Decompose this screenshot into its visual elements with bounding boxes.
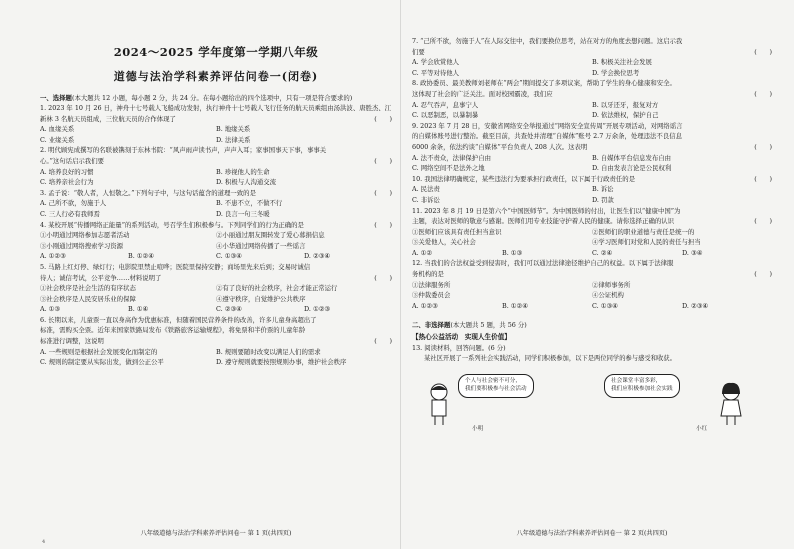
left-bubble-line-2: 我们要积极参与社会活动 xyxy=(465,386,527,393)
choice-item: C. ②③④ xyxy=(216,305,242,314)
left-page xyxy=(40,0,392,549)
right-speech-bubble xyxy=(604,374,680,397)
question-stem-line: 12. 当我们的合法权益受到侵害时，我们可以通过法律途径维护自己的权益。以下属于法律服 xyxy=(412,259,674,268)
question-stem-line: 标准进行调整，这说明 ( ) xyxy=(40,337,392,346)
option-item: A. 培养良好的习惯 xyxy=(40,167,94,176)
q13-stem: 13. 阅读材料，回答问题。(6 分) xyxy=(412,344,506,353)
section-two-heading xyxy=(412,320,772,330)
option-item: B. 以牙还牙，报复对方 xyxy=(592,100,659,109)
exam-year-title: 2024～2025 学年度第一学期八年级 xyxy=(113,45,319,59)
option-row xyxy=(40,347,392,358)
option-item: C. 业缘关系 xyxy=(40,135,75,144)
option-item: ②有了良好的社会秩序，社会才能正常运行 xyxy=(216,284,338,293)
question-stem-line: 10. 我国法律明确规定，某些违法行为要承担行政责任，以下属于行政责任的是 ( ) xyxy=(412,174,772,183)
page-divider xyxy=(400,0,401,549)
option-row xyxy=(412,163,772,174)
option-item: C. 三人行必有我师焉 xyxy=(40,209,100,218)
choice-item: A. ①②③ xyxy=(412,301,438,310)
section-one-heading xyxy=(40,93,392,103)
topic-heading: 【热心公益活动 实现人生价值】 xyxy=(412,333,511,342)
option-item: ③小刚通过网络搜索学习资源 xyxy=(40,241,124,250)
choice-row xyxy=(412,301,772,312)
option-item: D. 学会换位思考 xyxy=(592,68,640,77)
option-row xyxy=(40,209,392,220)
option-row xyxy=(40,124,392,135)
option-row xyxy=(412,184,772,195)
question-stem-line: 1. 2023 年 10 月 26 日，神舟十七号载人飞船成功发射，执行神舟十七号载人飞行任务的航天员乘组由汤洪波、唐胜杰、江新林 3 名航天员组成，三位航天员的合作体现了 ( ) xyxy=(40,104,392,123)
answer-paren: ( ) xyxy=(754,217,772,226)
question-stem-line: 主题，表达对医师的敬意与感谢。医师们用专业技能守护着人民的健康。请你选择正确的认识 ( ) xyxy=(412,217,772,226)
right-bubble-line-1: 社会课堂丰富多彩， xyxy=(611,378,662,385)
question-right_questions-1 xyxy=(412,78,772,120)
option-item: ①小明通过网络参加志愿者活动 xyxy=(40,231,130,240)
answer-paren: ( ) xyxy=(374,220,392,229)
option-row xyxy=(40,230,392,241)
choice-item: D. ②③④ xyxy=(682,301,709,310)
choice-item: D. ③④ xyxy=(682,248,703,257)
option-item: B. 不患不立，不做不行 xyxy=(216,199,283,208)
option-item: A. 学会欣赏他人 xyxy=(412,58,460,67)
choice-item: C. ①③④ xyxy=(592,301,618,310)
option-item: A. 一些规则是根据社会发展变化而制定的 xyxy=(40,347,158,356)
option-row xyxy=(412,68,772,79)
choice-item: A. ①③ xyxy=(40,305,61,314)
left-question-list xyxy=(40,103,392,368)
option-item: B. 自媒体平台信息发布自由 xyxy=(592,153,672,162)
answer-paren: ( ) xyxy=(374,114,392,123)
answer-paren: ( ) xyxy=(754,47,772,56)
left-bubble-line-1: 个人与社会密不可分， xyxy=(465,378,521,385)
answer-paren: ( ) xyxy=(754,270,772,279)
option-row xyxy=(40,167,392,178)
option-item: B. 诉讼 xyxy=(592,185,614,194)
option-row xyxy=(40,357,392,368)
option-item: ③仲裁委员会 xyxy=(412,291,451,300)
answer-paren: ( ) xyxy=(374,188,392,197)
option-item: D. 遵守规则就要按照规则办事，维护社会秩序 xyxy=(216,358,347,367)
choice-item: B. ①②④ xyxy=(502,301,528,310)
choice-item: B. ①④ xyxy=(128,305,149,314)
option-row xyxy=(412,290,772,301)
left-speech-bubble xyxy=(458,374,534,397)
option-row xyxy=(40,177,392,188)
option-item: C. 非诉讼 xyxy=(412,195,440,204)
question-stem-line: 7. “己所不欲，勿施于人”在人际交往中，我们要换位思考，站在对方的角度去想问题。这启示我 xyxy=(412,37,683,45)
question-stem-line: 5. 马路上红灯停、绿灯行；电影院里禁止喧哗；医院里保持安静；商场里先来后到；交易时诚信 xyxy=(40,262,311,271)
option-item: C. 网络空间不是法外之地 xyxy=(412,164,485,173)
option-item: B. 积极关注社会发展 xyxy=(592,58,652,67)
option-item: ④学习医师们对党和人民的责任与担当 xyxy=(592,238,701,247)
choice-item: B. ①③ xyxy=(502,248,523,257)
option-row xyxy=(412,57,772,68)
option-row xyxy=(412,237,772,248)
answer-paren: ( ) xyxy=(374,273,392,282)
option-item: ①医师们应该具有责任担当意识 xyxy=(412,227,502,236)
option-item: ④小华通过网络传播了一些谣言 xyxy=(216,241,306,250)
option-item: A. 法不责众，法律保护自由 xyxy=(412,153,491,162)
question-left_questions-1 xyxy=(40,145,392,187)
option-row xyxy=(412,100,772,111)
answer-paren: ( ) xyxy=(374,337,392,346)
option-item: C. 培养亲社会行为 xyxy=(40,178,94,187)
option-item: A. 忍气吞声，息事宁人 xyxy=(412,100,479,109)
option-item: D. 自由发表言论是公民权利 xyxy=(592,164,672,173)
question-left_questions-2 xyxy=(40,188,392,220)
question-stem-line: 9. 2023 年 7 月 28 日，安徽省网络安全举报通过“网络安全宣传周”开展专项活动，对网络谣言 xyxy=(412,121,683,130)
option-item: D. 法律关系 xyxy=(216,135,251,144)
question-left_questions-0 xyxy=(40,103,392,145)
option-item: C. 以恶制恶，以暴制暴 xyxy=(412,111,479,120)
question-stem-line: 们要 ( ) xyxy=(412,47,772,56)
question-right_questions-2 xyxy=(412,121,772,174)
option-row xyxy=(412,110,772,121)
right-question-list xyxy=(412,36,772,311)
section-one-note: (本大题共 12 小题，每小题 2 分，共 24 分。在每小题给出的四个选项中，只有一项是符合要求的) xyxy=(71,94,353,102)
choice-item: C. ①③④ xyxy=(216,252,242,261)
option-item: C. 平等对待他人 xyxy=(412,68,460,77)
option-item: B. 珍视他人的生命 xyxy=(216,167,270,176)
option-item: C. 规则的制定要从实际出发，做到公正公平 xyxy=(40,358,164,367)
question-stem-line: 这体现了社会的广泛关注。面对校园霸凌，我们应 ( ) xyxy=(412,89,772,98)
question-stem-line: 6000 余条，依法约谈“自媒体”平台负责人 208 人次。这表明 ( ) xyxy=(412,142,772,151)
exam-main-title: 道德与法治学科素养评估问卷一(闭卷) xyxy=(113,70,319,83)
option-item: A. 己所不欲，勿施于人 xyxy=(40,199,107,208)
left-page-footer: 八年级道德与法治学科素养评估问卷一 第 1 页(共四页) xyxy=(140,530,292,537)
question-right_questions-5 xyxy=(412,258,772,311)
answer-paren: ( ) xyxy=(754,89,772,98)
section-two-note: (本大题共 5 题，共 56 分) xyxy=(450,321,527,330)
question-stem-line: 2. 明代顾宪成撰写的名联被镌刻于东林书院：“风声雨声读书声，声声入耳；家事国事天下事，事事关 xyxy=(40,146,327,155)
option-row xyxy=(40,241,392,252)
option-row xyxy=(40,294,392,305)
question-right_questions-4 xyxy=(412,206,772,259)
cartoon-illustration xyxy=(412,368,772,438)
option-item: ②医师们的职业道德与责任是统一的 xyxy=(592,227,695,236)
option-item: A. 民法责 xyxy=(412,185,440,194)
question-stem-line: 心。”这句话启示我们要 ( ) xyxy=(40,156,392,165)
girl-figure xyxy=(718,382,744,426)
choice-item: A. ①② xyxy=(412,248,433,257)
question-stem-line: 标准，需购买全票。近年来国家铁路局发布《铁路旅客运输规程》，将免票和半价票的儿童年龄 xyxy=(40,326,306,335)
choice-row xyxy=(40,304,392,315)
option-item: B. 地缘关系 xyxy=(216,125,251,134)
option-item: D. 良言一句三冬暖 xyxy=(216,209,270,218)
option-row xyxy=(412,195,772,206)
option-row xyxy=(412,227,772,238)
option-row xyxy=(40,135,392,146)
question-stem-line: 的自媒体账号进行整治。截至目前，共查处并清理“自媒体”账号 2.7 万余条，处理违法不良信息 xyxy=(412,132,682,141)
question-left_questions-5 xyxy=(40,315,392,368)
option-row xyxy=(40,283,392,294)
right-page-footer: 八年级道德与法治学科素养评估问卷一 第 2 页(共四页) xyxy=(516,530,668,537)
option-item: B. 规则要随时改变以满足人们的需求 xyxy=(216,347,321,356)
right-bubble-line-2: 我们应积极参加社会实践 xyxy=(611,386,673,393)
answer-paren: ( ) xyxy=(374,156,392,165)
answer-paren: ( ) xyxy=(754,142,772,151)
question-stem-line: 务机构的是 ( ) xyxy=(412,270,772,279)
question-left_questions-4 xyxy=(40,262,392,315)
question-stem-line: 11. 2023 年 8 月 19 日是第六个“中国医师节”。为中国医师的付出，让医生们以“健康中国”为 xyxy=(412,206,681,215)
section-one-label: 一、选择题 xyxy=(40,94,72,102)
option-item: D. 罚款 xyxy=(592,195,614,204)
q13-paragraph: 某社区开展了一系列社会实践活动，同学们积极参加，以下是两位同学的参与感受和收获。 xyxy=(424,355,676,363)
right-page xyxy=(412,0,772,549)
boy-name: 小明 xyxy=(472,426,484,433)
choice-item: A. ①②③ xyxy=(40,252,66,261)
choice-row xyxy=(412,248,772,259)
question-right_questions-0 xyxy=(412,36,772,78)
option-item: ③关爱他人，关心社会 xyxy=(412,238,476,247)
question-right_questions-3 xyxy=(412,174,772,206)
choice-item: D. ②③④ xyxy=(304,252,331,261)
option-row xyxy=(412,280,772,291)
option-item: ②小丽通过朋友圈转发了爱心募捐信息 xyxy=(216,231,325,240)
option-item: ④遵守秩序，自觉维护公共秩序 xyxy=(216,294,306,303)
question-stem-line: 3. 孟子说：“敬人者，人恒敬之。”下列句子中，与这句话蕴含的道理一致的是 ( ) xyxy=(40,188,392,197)
option-item: ②律师事务所 xyxy=(592,280,631,289)
option-item: ①法律服务所 xyxy=(412,280,451,289)
option-item: ④公证机构 xyxy=(592,291,624,300)
question-stem-line: 待人；诚信考试，公平竞争……材料说明了 ( ) xyxy=(40,273,392,282)
option-item: D. 依法维权，保护自己 xyxy=(592,111,659,120)
choice-item: C. ②④ xyxy=(592,248,613,257)
option-item: D. 积极与人沟通交流 xyxy=(216,178,277,187)
option-item: A. 血缘关系 xyxy=(40,125,75,134)
option-item: ①社会秩序是社会生活的有序状态 xyxy=(40,284,136,293)
answer-paren: ( ) xyxy=(754,174,772,183)
choice-item: B. ①②④ xyxy=(128,252,154,261)
option-row xyxy=(40,198,392,209)
girl-name: 小红 xyxy=(696,426,708,433)
question-stem-line: 4. 某校开展“传播网络正能量”的系列活动，号召学生们积极参与。下列同学们的行为正确的是 ( ) xyxy=(40,220,392,229)
question-stem-line: 6. 长期以来，儿童票一直以身高作为优惠标准，但随着国民营养条件的改善，许多儿童身高超出了 xyxy=(40,315,317,324)
question-left_questions-3 xyxy=(40,220,392,262)
section-two-label: 二、非选择题 xyxy=(412,321,451,330)
boy-figure xyxy=(426,382,452,426)
question-stem-line: 8. 政协委员、最美教师刘老师在“两会”期间提交了多项议案，帮助了学生的身心健康和安全。 xyxy=(412,79,676,88)
option-row xyxy=(412,153,772,164)
choice-item: D. ①②③ xyxy=(304,305,331,314)
option-item: ③社会秩序是人民安居乐业的保障 xyxy=(40,294,136,303)
corner-mark: 4 xyxy=(42,539,46,545)
choice-row xyxy=(40,251,392,262)
